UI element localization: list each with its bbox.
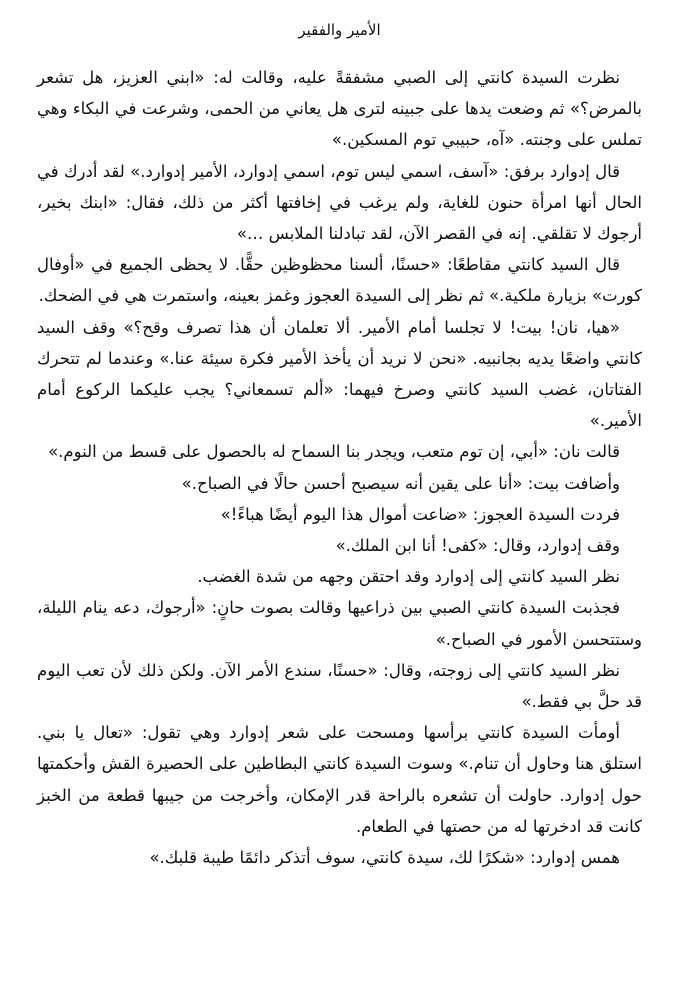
paragraph: قال السيد كانتي مقاطعًا: «حسنًا، ألسنا محظوظين حقًّا. لا يحظى الجميع في «أوفال كورت» بزيارة ملكية.» ثم نظر إلى السيدة العجوز وغمز بعينه، واستمرت هي في الضحك.	[37, 255, 642, 306]
paragraph: «هيا، نان! بيت! لا تجلسا أمام الأمير. ألا تعلمان أن هذا تصرف وقح؟» وقف السيد كانتي واضعًا يديه بجانبيه. «نحن لا نريد أن يأخذ الأمير فكرة سيئة عنا.» وعندما لم تتحرك الفتاتان، غضب السيد كانتي وصرخ فيهما: «ألم تسمعاني؟ يجب عليكما الركوع أمام الأمير.»	[37, 317, 642, 431]
paragraph: وأضافت بيت: «أنا على يقين أنه سيصبح أحسن حالًا في الصباح.»	[181, 473, 620, 493]
paragraph: قالت نان: «أبي، إن توم متعب، ويجدر بنا السماح له بالحصول على قسط من النوم.»	[48, 442, 620, 462]
paragraph: نظرت السيدة كانتي إلى الصبي مشفقةً عليه، وقالت له: «ابني العزيز، هل تشعر بالمرض؟» ثم وضعت يدها على جبينه لترى هل يعاني من الحمى، وشرعت في البكاء وهي تملس على وجنته. «آه، حبيبي توم المسكين.»	[37, 68, 642, 150]
running-header: الأمير والفقير	[298, 21, 381, 39]
paragraph: وقف إدوارد، وقال: «كفى! أنا ابن الملك.»	[335, 536, 620, 556]
paragraph: أومأت السيدة كانتي برأسها ومسحت على شعر إدوارد وهي تقول: «تعال يا بني. استلق هنا وحاول أن تنام.» وسوت السيدة كانتي البطاطين على الحصيرة القش وأحكمتها حول إدوارد. حاولت أن تشعره بالراحة قدر الإمكان، وأخرجت من جيبها قطعة من الخبز كانت قد ادخرتها له من حصتها في الطعام.	[37, 723, 642, 836]
body-text	[37, 62, 642, 873]
paragraph: قال إدوارد برفق: «آسف، اسمي ليس توم، اسمي إدوارد، الأمير إدوارد.» لقد أدرك في الحال أنها امرأة حنون للغاية، ولم يرغب في إخافتها أكثر من ذلك، فقال: «ابنك بخير، أرجوك لا تقلقي. إنه في القصر الآن، لقد تبادلنا الملابس …»	[37, 161, 642, 244]
paragraph: نظر السيد كانتي إلى زوجته، وقال: «حسنًا، سندع الأمر الآن. ولكن ذلك لأن تعب اليوم قد حلَّ بي فقط.»	[37, 660, 642, 712]
paragraph: همس إدوارد: «شكرًا لك، سيدة كانتي، سوف أتذكر دائمًا طيبة قلبك.»	[149, 848, 620, 868]
paragraph: نظر السيد كانتي إلى إدوارد وقد احتقن وجهه من شدة الغضب.	[197, 567, 620, 587]
paragraph: فردت السيدة العجوز: «ضاعت أموال هذا اليوم أيضًا هباءً!»	[220, 504, 620, 524]
paragraph: فجذبت السيدة كانتي الصبي بين ذراعيها وقالت بصوت حانٍ: «أرجوك، دعه ينام الليلة، وستتحسن الأمور في الصباح.»	[37, 598, 642, 649]
